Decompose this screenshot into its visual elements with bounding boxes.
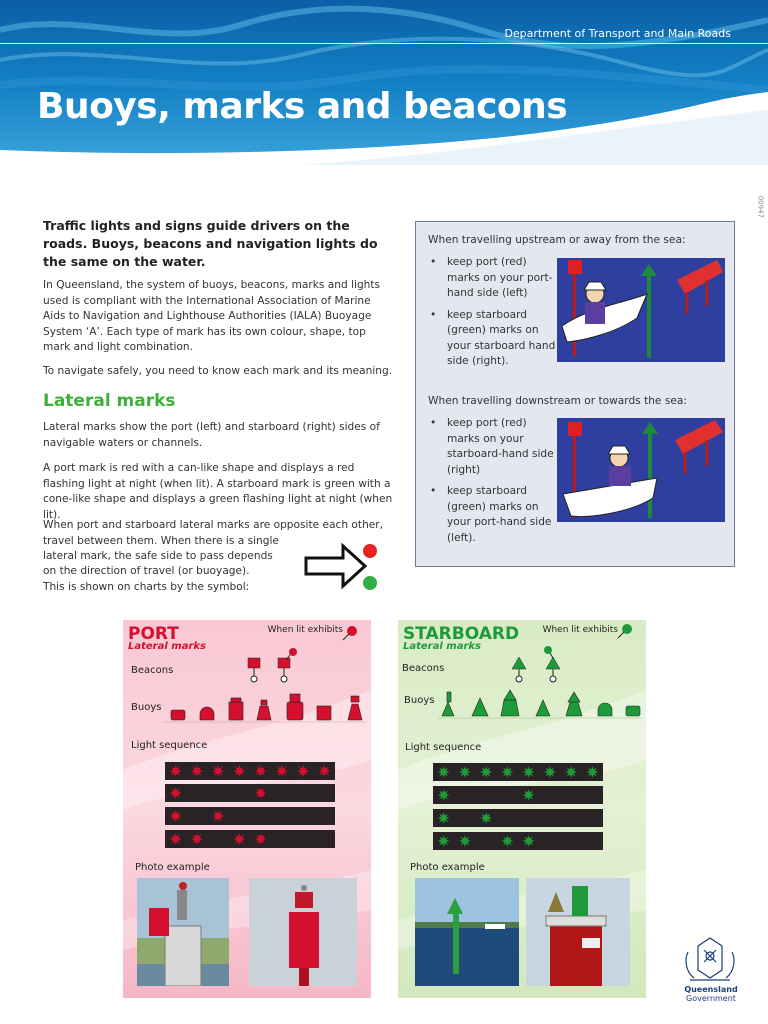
port-light-sequence-label: Light sequence — [131, 740, 208, 751]
lateral-paragraph-3d: This is shown on charts by the symbol: — [43, 581, 250, 593]
light-sequence-graphic — [165, 830, 335, 848]
light-flash-mark — [544, 766, 556, 778]
light-flash-mark — [212, 810, 224, 822]
port-beacon-lit-icon — [278, 648, 297, 682]
light-flash-mark — [255, 765, 267, 777]
light-flash-mark — [276, 765, 288, 777]
upstream-heading: When travelling upstream or away from the sea: — [428, 234, 686, 246]
light-flash-mark — [233, 833, 245, 845]
port-buoy-photo — [249, 878, 357, 986]
light-flash-mark — [480, 812, 492, 824]
intro-lead: Traffic lights and signs guide drivers on the roads. Buoys, beacons and navigation lights do the same on the water. — [43, 218, 378, 269]
light-flash-mark — [255, 787, 267, 799]
light-flash-mark — [233, 765, 245, 777]
list-item: • keep port (red) marks on your starboard-hand side (right) — [428, 416, 558, 478]
starboard-title: STARBOARD — [403, 624, 520, 644]
downstream-list — [428, 416, 558, 552]
starboard-light-sequence-row — [433, 832, 603, 850]
light-flash-mark — [501, 766, 513, 778]
port-subtitle: Lateral marks — [128, 641, 206, 652]
document-code: 00947 — [756, 195, 764, 218]
light-flash-mark — [170, 787, 182, 799]
downstream-heading: When travelling downstream or towards the sea: — [428, 395, 687, 407]
light-flash-mark — [191, 765, 203, 777]
section-title-lateral-marks: Lateral marks — [43, 391, 176, 411]
port-beacon-photo — [137, 878, 229, 986]
light-flash-mark — [523, 789, 535, 801]
starboard-lit-label: When lit exhibits — [542, 625, 618, 635]
list-item: • keep starboard (green) marks on your port-hand side (left). — [428, 484, 558, 546]
light-flash-mark — [459, 766, 471, 778]
lateral-paragraph-1: Lateral marks show the port (left) and starboard (right) sides of navigable waters or channels. — [43, 421, 380, 449]
light-flash-mark — [438, 835, 450, 847]
port-light-sequence-row — [165, 830, 335, 848]
port-beacon-can-icon — [248, 658, 260, 682]
logo-name: Queensland — [684, 985, 738, 994]
header-rule — [0, 43, 768, 44]
logo-subtitle: Government — [686, 994, 736, 1003]
starboard-buoy-icons — [442, 690, 640, 716]
light-sequence-graphic — [433, 763, 603, 781]
list-item: • keep starboard (green) marks on your starboard hand side (right). — [428, 308, 558, 370]
lateral-paragraph-3b: lateral mark, the safe side to pass depends — [43, 550, 273, 562]
light-flash-mark — [586, 766, 598, 778]
port-photo-label: Photo example — [135, 862, 210, 873]
buoyage-direction-symbol — [303, 540, 383, 592]
port-light-sequence-row — [165, 762, 335, 780]
light-flash-mark — [170, 810, 182, 822]
starboard-light-sequence-row — [433, 763, 603, 781]
light-sequence-graphic — [165, 807, 335, 825]
light-flash-mark — [523, 835, 535, 847]
downstream-boat-illustration — [557, 418, 725, 522]
green-light-flare-icon — [618, 624, 632, 638]
light-flash-mark — [318, 765, 330, 777]
light-sequence-graphic — [165, 784, 335, 802]
port-beacons-label: Beacons — [131, 665, 174, 676]
starboard-beacon-cone-icon — [512, 657, 526, 682]
light-flash-mark — [170, 833, 182, 845]
red-light-flare-icon — [343, 626, 357, 640]
starboard-light-sequence-row — [433, 786, 603, 804]
light-sequence-graphic — [433, 809, 603, 827]
water-background — [0, 0, 768, 165]
light-flash-mark — [438, 789, 450, 801]
port-light-sequence-row — [165, 807, 335, 825]
header-banner — [0, 0, 768, 165]
light-flash-mark — [170, 765, 182, 777]
lateral-paragraph-3a: When port and starboard lateral marks are opposite each other, travel between them. When there is a single — [43, 519, 384, 547]
travel-direction-infobox — [415, 221, 735, 567]
light-flash-mark — [523, 766, 535, 778]
starboard-photo-label: Photo example — [410, 862, 485, 873]
light-flash-mark — [565, 766, 577, 778]
light-flash-mark — [501, 835, 513, 847]
starboard-light-sequence-row — [433, 809, 603, 827]
port-title: PORT — [128, 624, 179, 644]
queensland-logo-text — [681, 985, 741, 1003]
light-flash-mark — [297, 765, 309, 777]
light-flash-mark — [438, 766, 450, 778]
light-sequence-graphic — [433, 786, 603, 804]
light-sequence-graphic — [433, 832, 603, 850]
lateral-paragraph-2: A port mark is red with a can-like shape and displays a red flashing light at night (when lit). A starboard mark is green with a cone-like shape and displays a green flashing light at night (when lit). — [43, 462, 393, 521]
port-lit-label: When lit exhibits — [267, 625, 343, 635]
port-lateral-marks-panel — [123, 620, 371, 998]
light-flash-mark — [459, 835, 471, 847]
starboard-buoys-label: Buoys — [404, 695, 435, 706]
intro-paragraph-2: To navigate safely, you need to know each mark and its meaning. — [43, 365, 393, 377]
port-buoys-label: Buoys — [131, 702, 162, 713]
department-name: Department of Transport and Main Roads — [504, 27, 731, 40]
starboard-beacon-lit-icon — [544, 646, 560, 682]
light-flash-mark — [438, 812, 450, 824]
starboard-subtitle: Lateral marks — [403, 641, 481, 652]
starboard-beacon-photo — [415, 878, 519, 986]
starboard-buoy-photo — [526, 878, 630, 986]
intro-paragraph-1: In Queensland, the system of buoys, beacons, marks and lights used is compliant with the International Association of Marine Aids to Navigation and Lighthouse Authorities (IALA) Buoyage System ‘A’. Each type of mark has its own colour, shape, top mark and light combination. — [43, 279, 381, 353]
lateral-paragraph-3c: on the direction of travel (or buoyage). — [43, 565, 250, 577]
light-flash-mark — [480, 766, 492, 778]
light-flash-mark — [191, 833, 203, 845]
upstream-boat-illustration — [557, 258, 725, 362]
list-item: • keep port (red) marks on your port-hand side (left) — [428, 255, 558, 302]
port-light-sequence-row — [165, 784, 335, 802]
light-sequence-graphic — [165, 762, 335, 780]
light-flash-mark — [255, 833, 267, 845]
light-flash-mark — [212, 765, 224, 777]
upstream-list — [428, 255, 558, 376]
page-title: Buoys, marks and beacons — [37, 86, 568, 127]
starboard-light-sequence-label: Light sequence — [405, 742, 482, 753]
starboard-lateral-marks-panel — [398, 620, 646, 998]
starboard-beacons-label: Beacons — [402, 663, 445, 674]
